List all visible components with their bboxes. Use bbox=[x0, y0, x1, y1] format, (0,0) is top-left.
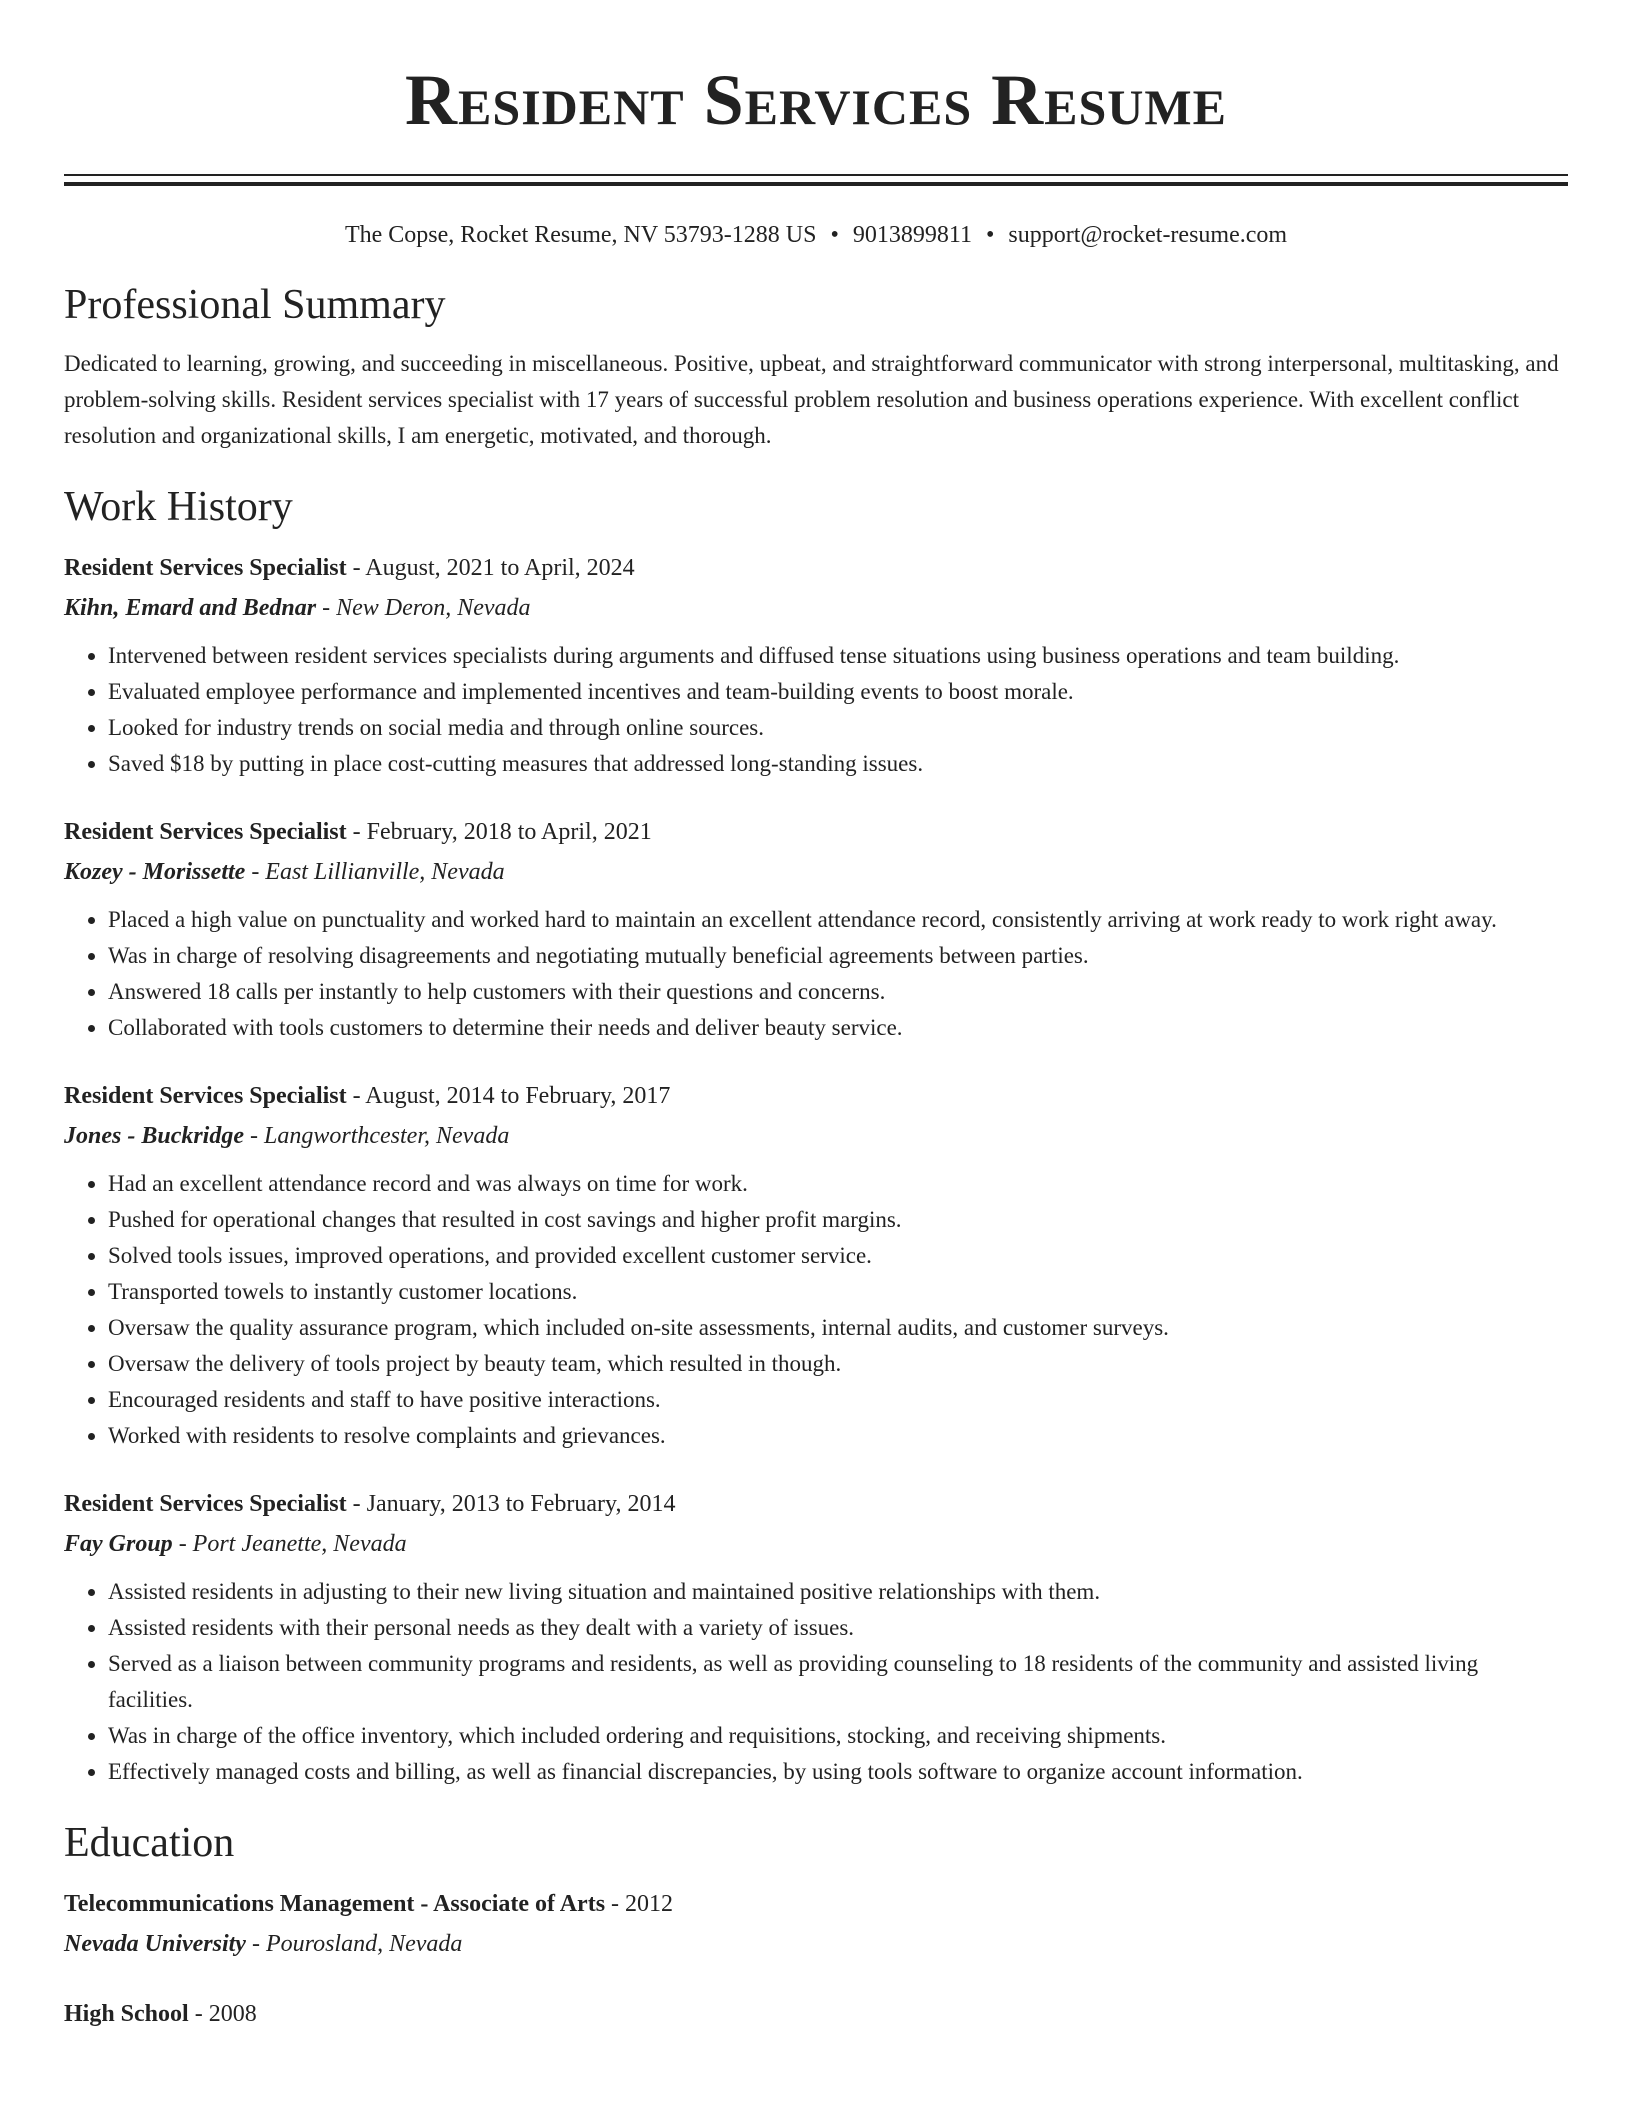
resume-title: Resident Services Resume bbox=[405, 60, 1227, 140]
job-entry bbox=[64, 1484, 1568, 1790]
degree-line bbox=[64, 1994, 1568, 2034]
contact-email: support@rocket-resume.com bbox=[1008, 222, 1288, 248]
contact-separator: • bbox=[830, 222, 839, 248]
education-entry bbox=[64, 1884, 1568, 1964]
contact-separator: • bbox=[985, 222, 995, 248]
contact-line bbox=[64, 220, 1568, 250]
contact-address: The Copse, Rocket Resume, NV 53793-1288 US bbox=[344, 222, 817, 248]
job-title: Resident Services Specialist bbox=[64, 1491, 347, 1517]
job-title-line bbox=[64, 1484, 1568, 1524]
school-name: Nevada University bbox=[64, 1931, 246, 1957]
degree-line bbox=[64, 1884, 1568, 1924]
work-history-heading: Work History bbox=[64, 484, 293, 530]
employer-line bbox=[64, 852, 1568, 892]
education-heading: Education bbox=[64, 1820, 235, 1866]
job-bullets bbox=[64, 1166, 1568, 1454]
employer-name: Kihn, Emard and Bednar bbox=[64, 595, 317, 621]
job-entry bbox=[64, 1076, 1568, 1454]
job-dates: - February, 2018 to April, 2021 bbox=[346, 819, 652, 845]
degree-name: High School bbox=[64, 2001, 189, 2027]
job-dates: - January, 2013 to February, 2014 bbox=[346, 1491, 676, 1517]
job-bullet: • Saved $18 by putting in place cost-cutting measures that addressed long-standing issues. bbox=[108, 746, 1568, 782]
degree-year: - 2008 bbox=[188, 2001, 257, 2027]
job-bullet: • Intervened between resident services specialists during arguments and diffused tense situations using business operations and team building. bbox=[108, 638, 1568, 674]
education-entry bbox=[64, 1994, 1568, 2034]
job-bullet: • Effectively managed costs and billing, as well as financial discrepancies, by using tools software to organize account information. bbox=[108, 1754, 1568, 1790]
job-title: Resident Services Specialist bbox=[64, 555, 347, 581]
job-bullet: • Served as a liaison between community programs and residents, as well as providing counseling to 18 residents of the community and assisted living facilities. bbox=[108, 1646, 1568, 1718]
job-bullet: • Pushed for operational changes that resulted in cost savings and higher profit margins. bbox=[108, 1202, 1568, 1238]
job-dates: - August, 2021 to April, 2024 bbox=[346, 555, 635, 581]
job-bullet: • Solved tools issues, improved operations, and provided excellent customer service. bbox=[108, 1238, 1568, 1274]
employer-name: Fay Group bbox=[64, 1531, 173, 1557]
job-title-line bbox=[64, 548, 1568, 588]
degree-name: Telecommunications Management - Associate of Arts bbox=[64, 1891, 606, 1917]
title-divider-thin bbox=[64, 174, 1568, 176]
employer-location: - Langworthcester, Nevada bbox=[244, 1123, 510, 1149]
job-bullet: • Transported towels to instantly customer locations. bbox=[108, 1274, 1568, 1310]
job-title-line bbox=[64, 812, 1568, 852]
employer-line bbox=[64, 588, 1568, 628]
job-bullet: • Placed a high value on punctuality and worked hard to maintain an excellent attendance record, consistently arriving at work ready to work right away. bbox=[108, 902, 1568, 938]
employer-name: Kozey - Morissette bbox=[64, 859, 246, 885]
job-dates: - August, 2014 to February, 2017 bbox=[346, 1083, 671, 1109]
job-bullet: • Answered 18 calls per instantly to help customers with their questions and concerns. bbox=[108, 974, 1568, 1010]
employer-line bbox=[64, 1524, 1568, 1564]
job-title: Resident Services Specialist bbox=[64, 819, 347, 845]
job-bullet: • Assisted residents in adjusting to their new living situation and maintained positive relationships with them. bbox=[108, 1574, 1568, 1610]
job-title: Resident Services Specialist bbox=[64, 1083, 347, 1109]
school-location: - Pourosland, Nevada bbox=[245, 1931, 463, 1957]
job-bullets bbox=[64, 638, 1568, 782]
job-bullet: • Had an excellent attendance record and was always on time for work. bbox=[108, 1166, 1568, 1202]
job-entry bbox=[64, 548, 1568, 782]
degree-year: - 2012 bbox=[605, 1891, 674, 1917]
job-bullet: • Encouraged residents and staff to have positive interactions. bbox=[108, 1382, 1568, 1418]
summary-text: Dedicated to learning, growing, and succeeding in miscellaneous. Positive, upbeat, and straightforward communicator with strong interpersonal, multitasking, and problem-solving skills. Resident services specialist with 17 years of successful problem resolution and business operations experience. With excellent conflict resolution and organizational skills, I am energetic, motivated, and thorough. bbox=[64, 351, 1559, 448]
job-bullet: • Assisted residents with their personal needs as they dealt with a variety of issues. bbox=[108, 1610, 1568, 1646]
employer-name: Jones - Buckridge bbox=[64, 1123, 244, 1149]
job-bullet: • Oversaw the delivery of tools project by beauty team, which resulted in though. bbox=[108, 1346, 1568, 1382]
resume-content bbox=[64, 0, 1568, 2034]
job-bullet: • Looked for industry trends on social media and through online sources. bbox=[108, 710, 1568, 746]
job-bullet: • Was in charge of the office inventory, which included ordering and requisitions, stocking, and receiving shipments. bbox=[108, 1718, 1568, 1754]
job-title-line bbox=[64, 1076, 1568, 1116]
job-bullet: • Worked with residents to resolve complaints and grievances. bbox=[108, 1418, 1568, 1454]
job-bullet: • Evaluated employee performance and implemented incentives and team-building events to boost morale. bbox=[108, 674, 1568, 710]
job-entry bbox=[64, 812, 1568, 1046]
employer-line bbox=[64, 1116, 1568, 1156]
job-bullet: • Collaborated with tools customers to determine their needs and deliver beauty service. bbox=[108, 1010, 1568, 1046]
job-bullets bbox=[64, 902, 1568, 1046]
job-bullet: • Oversaw the quality assurance program, which included on-site assessments, internal audits, and customer surveys. bbox=[108, 1310, 1568, 1346]
job-bullet: • Was in charge of resolving disagreements and negotiating mutually beneficial agreements between parties. bbox=[108, 938, 1568, 974]
employer-location: - Port Jeanette, Nevada bbox=[172, 1531, 407, 1557]
employer-location: - East Lillianville, Nevada bbox=[245, 859, 505, 885]
title-divider-thick bbox=[64, 182, 1568, 186]
summary-heading: Professional Summary bbox=[64, 282, 446, 328]
contact-phone: 9013899811 bbox=[852, 222, 972, 248]
school-line bbox=[64, 1924, 1568, 1964]
job-bullets bbox=[64, 1574, 1568, 1790]
employer-location: - New Deron, Nevada bbox=[316, 595, 531, 621]
